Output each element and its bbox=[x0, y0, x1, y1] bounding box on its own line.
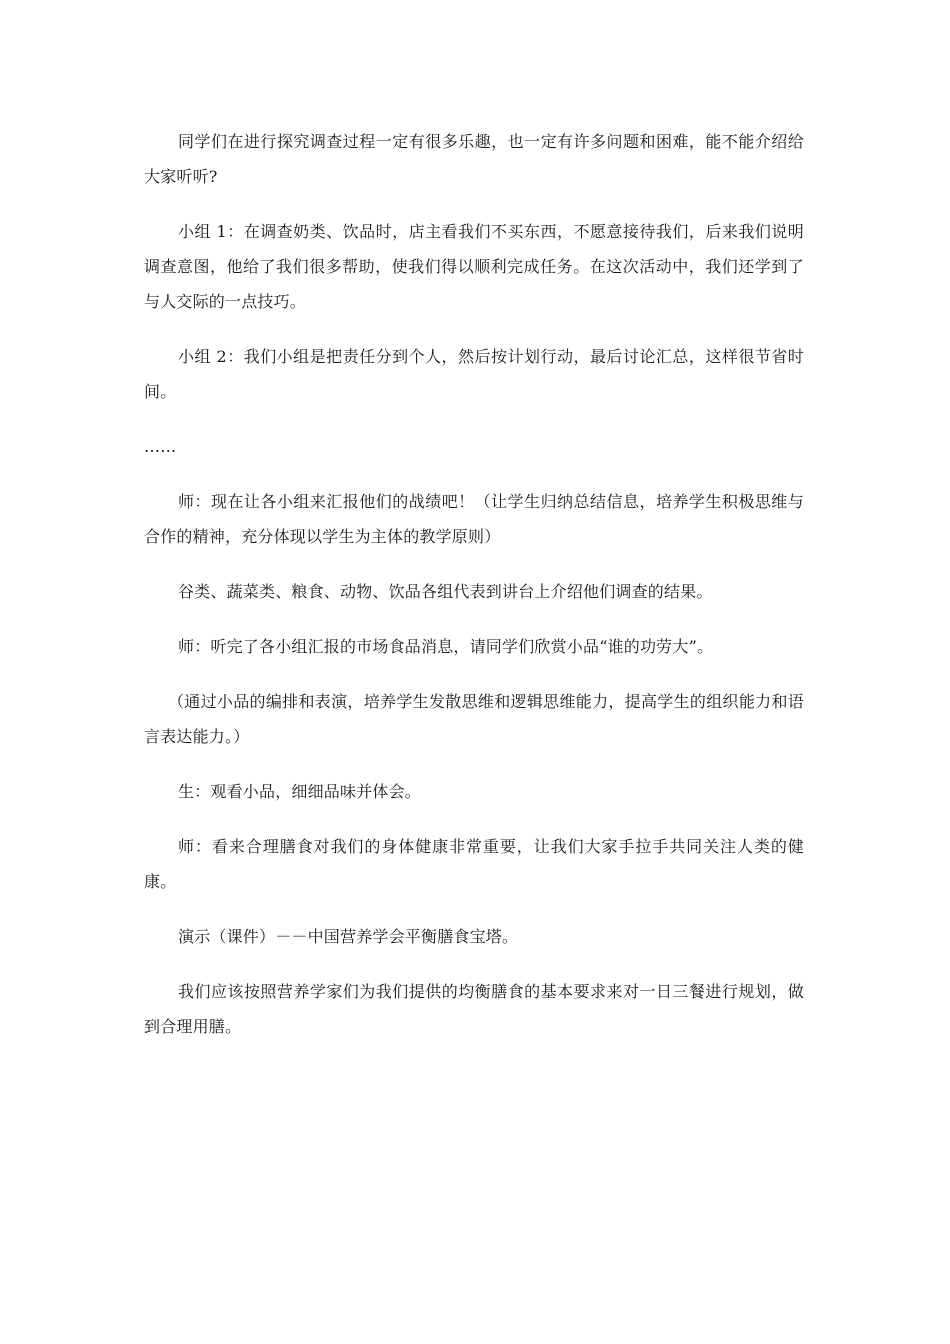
paragraph-group-2: 小组 2：我们小组是把责任分到个人，然后按计划行动，最后讨论汇总，这样很节省时间。 bbox=[144, 347, 804, 401]
paragraph-skit-purpose: （通过小品的编排和表演，培养学生发散思维和逻辑思维能力，提高学生的组织能力和语言表达能力。） bbox=[144, 692, 804, 746]
paragraph-teacher-report: 师：现在让各小组来汇报他们的战绩吧！（让学生归纳总结信息，培养学生积极思维与合作的精神，充分体现以学生为主体的教学原则） bbox=[144, 492, 804, 546]
paragraph-conclusion: 我们应该按照营养学家们为我们提供的均衡膳食的基本要求来对一日三餐进行规划，做到合理用膳。 bbox=[144, 982, 804, 1036]
paragraph-teacher-health: 师：看来合理膳食对我们的身体健康非常重要，让我们大家手拉手共同关注人类的健康。 bbox=[144, 837, 804, 891]
paragraph-demo-pagoda: 演示（课件）－－中国营养学会平衡膳食宝塔。 bbox=[178, 927, 519, 946]
paragraph-group-representatives: 谷类、蔬菜类、粮食、动物、饮品各组代表到讲台上介绍他们调查的结果。 bbox=[178, 582, 713, 601]
document-body bbox=[144, 124, 804, 1064]
paragraph-ellipsis: …… bbox=[144, 437, 177, 456]
paragraph-teacher-skit: 师：听完了各小组汇报的市场食品消息，请同学们欣赏小品“谁的功劳大”。 bbox=[178, 637, 714, 656]
paragraph-student-watch: 生：观看小品，细细品味并体会。 bbox=[178, 782, 422, 801]
paragraph-intro-question: 同学们在进行探究调查过程一定有很多乐趣，也一定有许多问题和困难，能不能介绍给大家听听? bbox=[144, 132, 804, 186]
paragraph-group-1: 小组 1：在调查奶类、饮品时，店主看我们不买东西，不愿意接待我们，后来我们说明调查意图，他给了我们很多帮助，使我们得以顺利完成任务。在这次活动中，我们还学到了与人交际的一点技巧。 bbox=[144, 222, 804, 311]
